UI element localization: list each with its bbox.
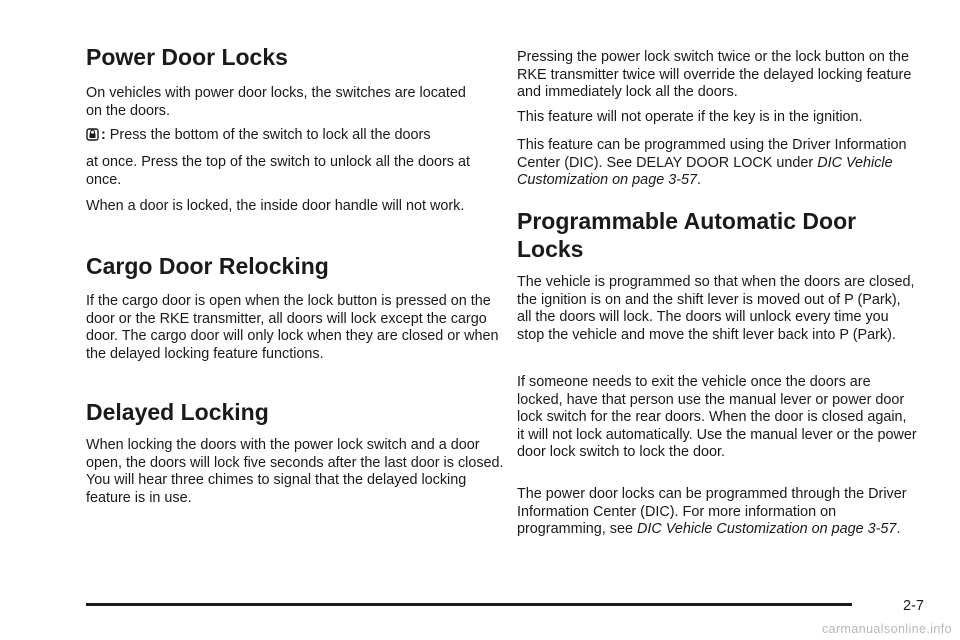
paragraph: This feature will not operate if the key is in the ignition. [517, 109, 863, 125]
section-title-programmable-line2: Locks [517, 236, 584, 262]
paragraph-end: . [697, 172, 701, 188]
paragraph: If someone needs to exit the vehicle once the doors are locked, have that person use the manual lever or power door lock switch for the rear doors. When the door is closed again, it will not lock automatically. Use the manual lever or the power door lock switch to lock the door. [517, 374, 917, 460]
section-title-delayed-locking: Delayed Locking [86, 399, 269, 425]
paragraph-dic-programming [517, 486, 917, 539]
paragraph-lock-switch [86, 127, 506, 147]
paragraph: Pressing the power lock switch twice or the lock button on the RKE transmitter twice will override the delayed locking feature and immediately lock all the doors. [517, 49, 912, 100]
door-lock-switch-icon [86, 128, 99, 147]
paragraph-dic-reference [517, 137, 917, 190]
paragraph-first-line: Press the bottom of the switch to lock all the doors [109, 127, 431, 143]
paragraph-end: . [896, 521, 901, 537]
page-number: 2-7 [903, 598, 924, 614]
cross-reference-link[interactable]: DIC Vehicle Customization on page 3-57 [636, 521, 897, 537]
section-title-power-door-locks: Power Door Locks [86, 44, 288, 70]
paragraph: If the cargo door is open when the lock button is pressed on the door or the RKE transmitter, all doors will lock except the cargo door. The cargo door will only lock when they are closed or when the delayed locking feature functions. [86, 293, 499, 362]
cross-reference-link[interactable]: DIC Vehicle Customization on page 3-57 [517, 154, 893, 188]
paragraph-text: This feature can be programmed using the Driver Information Center (DIC). See DELAY DOOR LOCK under [517, 137, 907, 171]
section-title-programmable-line1: Programmable Automatic Door [517, 208, 857, 234]
watermark: carmanualsonline.info [821, 622, 952, 636]
section-title-cargo-door-relocking: Cargo Door Relocking [86, 253, 329, 279]
paragraph: On vehicles with power door locks, the switches are located on the doors. [86, 85, 466, 119]
icon-colon: : [101, 127, 106, 143]
paragraph: The vehicle is programmed so that when the doors are closed, the ignition is on and the shift lever is moved out of P (Park), all the doors will lock. The doors will unlock every time you stop the vehicle and move the shift lever back into P (Park). [517, 274, 915, 343]
paragraph: When a door is locked, the inside door handle will not work. [86, 198, 465, 214]
paragraph: When locking the doors with the power lock switch and a door open, the doors will lock five seconds after the last door is closed. You will hear three chimes to signal that the delayed locking feature is in use. [86, 437, 504, 506]
paragraph: at once. Press the top of the switch to unlock all the doors at once. [86, 154, 470, 188]
footer-rule [86, 603, 852, 606]
paragraph-text: The power door locks can be programmed through the Driver Information Center (DIC). For more information on programming, see [517, 486, 907, 537]
